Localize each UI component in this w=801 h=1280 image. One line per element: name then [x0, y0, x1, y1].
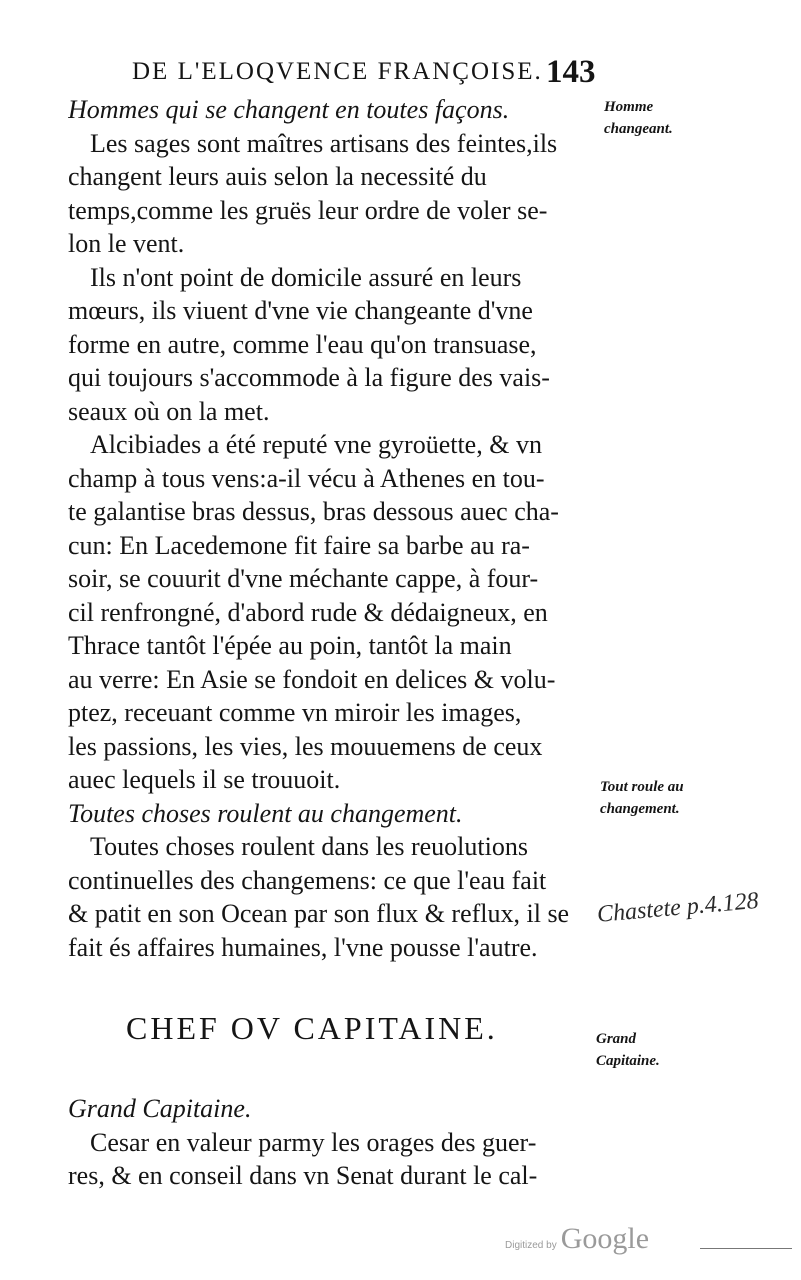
text-line: Cesar en valeur parmy les orages des guer-: [90, 1127, 537, 1157]
text-line: au verre: En Asie se fondoit en delices & volu-: [68, 664, 556, 694]
text-line: & patit en son Ocean par son flux & reflux, il se: [68, 899, 570, 928]
text-line: temps,comme les gruës leur ordre de voler se-: [68, 195, 548, 225]
text-line: te galantise bras dessus, bras dessous auec cha-: [68, 497, 559, 526]
main-text: [68, 93, 600, 1193]
text-line: cil renfrongné, d'abord rude & dédaigneux, en: [68, 597, 548, 627]
page-number: 143: [546, 54, 596, 90]
section-title: CHEF OV CAPITAINE.: [126, 1010, 498, 1046]
text-line: fait és affaires humaines, l'vne pousse l'autre.: [68, 932, 538, 962]
subheading: Toutes choses roulent au changement.: [68, 798, 463, 828]
digitized-watermark: [505, 1222, 649, 1256]
text-line: cun: En Lacedemone fit faire sa barbe au ra-: [68, 530, 530, 560]
text-line: mœurs, ils viuent d'vne vie changeante d'vne: [68, 296, 533, 325]
text-line: forme en autre, comme l'eau qu'on transuase,: [68, 329, 537, 359]
subheading: Hommes qui se changent en toutes façons.: [68, 95, 510, 124]
text-line: les passions, les vies, les mouuemens de ceux: [68, 731, 543, 761]
text-line: soir, se couurit d'vne méchante cappe, à four-: [68, 564, 539, 593]
text-line: Alcibiades a été reputé vne gyroüette, & vn: [90, 430, 542, 459]
margin-note: Tout roule au changement.: [600, 779, 684, 817]
text-line: champ à tous vens:a-il vécu à Athenes en tou-: [68, 463, 545, 493]
section-spacer: [68, 1050, 600, 1092]
text-line: Ils n'ont point de domicile assuré en leurs: [90, 262, 522, 292]
running-title: DE L'ELOQVENCE FRANÇOISE.: [132, 58, 543, 85]
text-line: seaux où on la met.: [68, 396, 270, 426]
text-line: lon le vent.: [68, 229, 185, 258]
margin-note: Grand Capitaine.: [596, 1031, 660, 1069]
watermark-logo: Google: [560, 1222, 650, 1255]
footer-rule: [700, 1248, 792, 1249]
text-line: changent leurs auis selon la necessité du: [68, 162, 487, 191]
text-line: Thrace tantôt l'épée au poin, tantôt la main: [68, 631, 512, 660]
watermark-small: Digitized by: [505, 1240, 557, 1251]
section-spacer: [68, 964, 600, 1006]
text-line: res, & en conseil dans vn Senat durant le cal-: [68, 1161, 538, 1190]
text-line: qui toujours s'accommode à la figure des vais-: [68, 363, 550, 392]
margin-note: Homme changeant.: [604, 99, 673, 137]
text-line: continuelles des changemens: ce que l'eau fait: [68, 865, 547, 895]
text-line: Les sages sont maîtres artisans des feintes,ils: [90, 128, 558, 158]
handwritten-annotation: Chastete p.4.128: [596, 887, 760, 928]
text-line: Toutes choses roulent dans les reuolutions: [90, 832, 528, 861]
text-line: auec lequels il se trouuoit.: [68, 765, 341, 794]
subheading: Grand Capitaine.: [68, 1094, 252, 1123]
text-line: ptez, receuant comme vn miroir les images,: [68, 698, 522, 727]
